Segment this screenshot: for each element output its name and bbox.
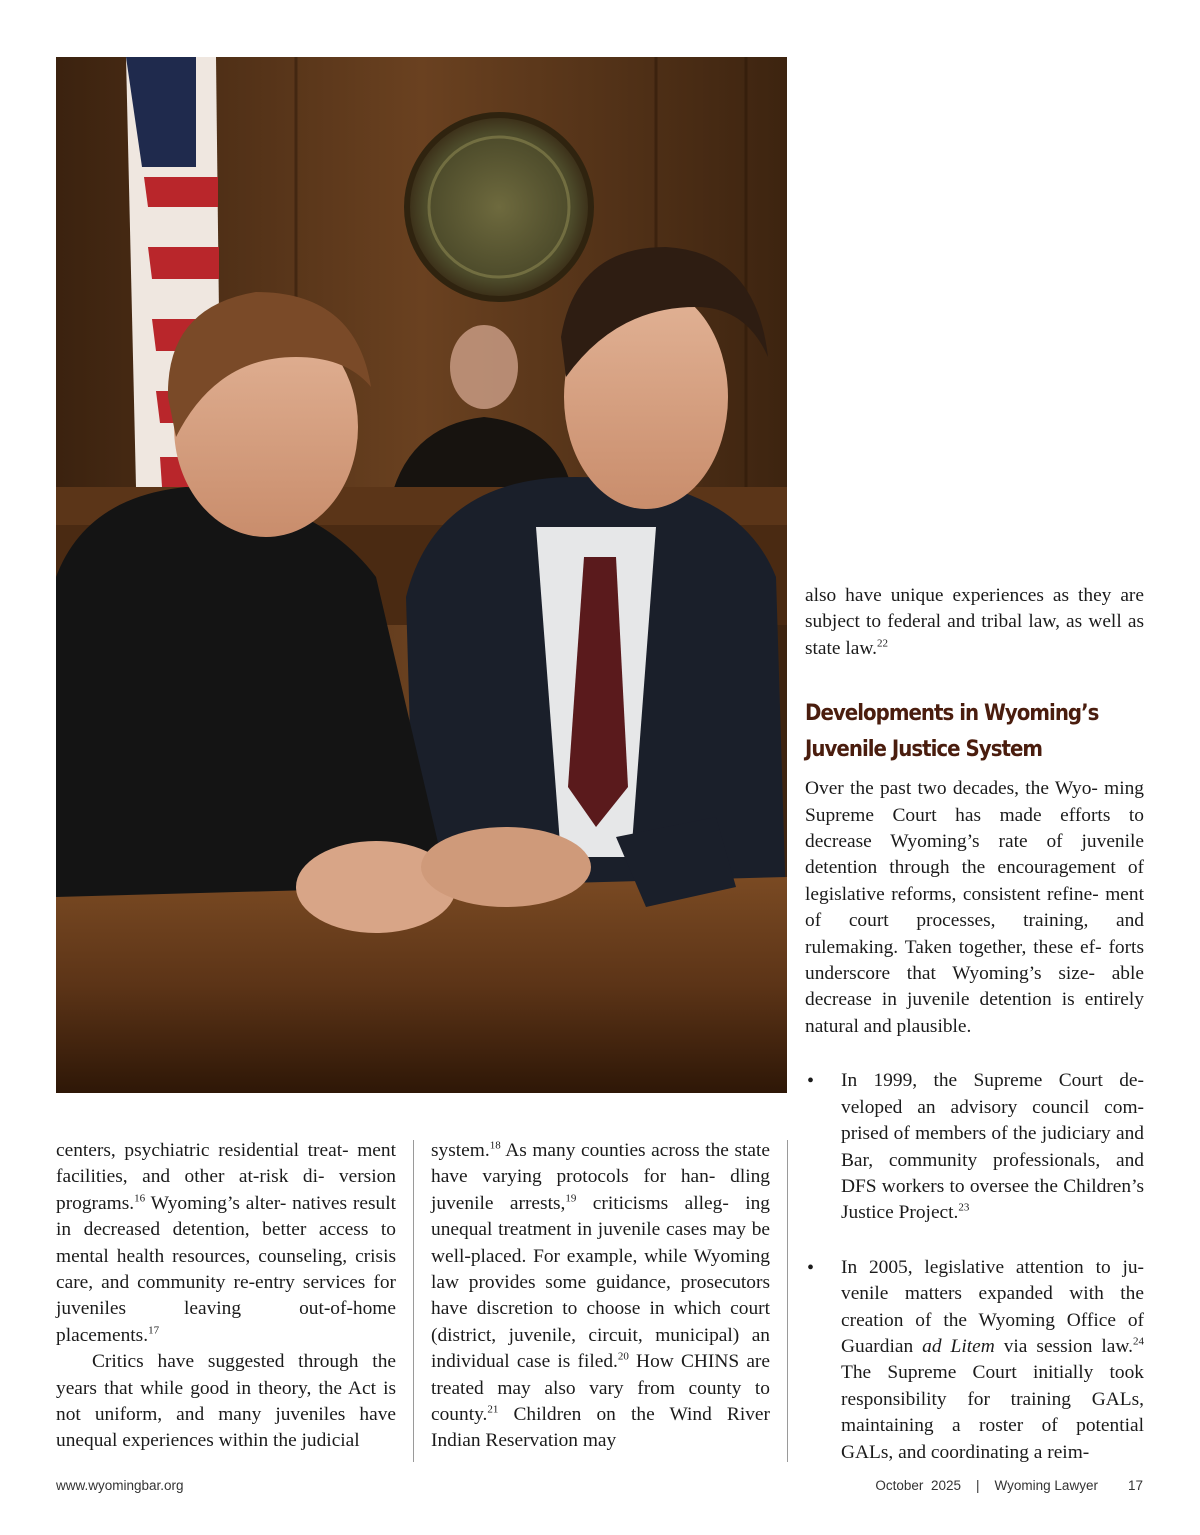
- text-column-1: [56, 1138, 396, 1455]
- list-item: • In 1999, the Supreme Court de- veloped an advisory council com- prised of members of the judiciary and Bar, community professionals, and DFS workers to oversee the Children’s Justice Project.$^{23}$: [805, 1068, 1144, 1226]
- footnote-ref: 18: [489, 1139, 501, 1152]
- text-column-3: [805, 583, 1144, 1494]
- footer-separator: |: [976, 1478, 980, 1493]
- footer-year: 2025: [930, 1478, 961, 1493]
- footnote-ref: 19: [565, 1192, 577, 1205]
- paragraph: centers, psychiatric residential treat- ment facilities, and other at-risk di- version programs.$^{16}$ Wyoming’s alter- natives result in decreased detention, better access to mental health resources, counseling, crisis care, and community re-entry services for juveniles leaving out-of-home placements.$^{17}$: [56, 1140, 396, 1346]
- paragraph: also have unique experiences as they are subject to federal and tribal law, as well as state law.$^{22}$: [805, 585, 1144, 659]
- footnote-ref: 22: [876, 637, 888, 650]
- paragraph: Over the past two decades, the Wyo- ming Supreme Court has made efforts to decrease Wyoming’s rate of juvenile detention through the encouragement of legislative reforms, consistent refine- ment of court processes, training, and rulemaking. Taken together, these ef- forts underscore that Wyoming’s size- able decrease in juvenile detention is entirely natural and plausible.: [805, 778, 1144, 1037]
- page-number: 17: [1127, 1478, 1143, 1493]
- footer-publication: Wyoming Lawyer: [994, 1478, 1098, 1493]
- list-item: • In 2005, legislative attention to ju- venile matters expanded with the creation of the Wyoming Office of Guardian ad Litem via session law.$^{24}$ The Supreme Court initially took responsibility for training GALs, maintaining a roster of potential GALs, and coordinating a reim-: [805, 1255, 1144, 1466]
- seal-icon: [407, 115, 591, 299]
- bullet-list: [805, 1068, 1144, 1466]
- footnote-ref: 21: [487, 1403, 499, 1416]
- footnote-ref: 17: [148, 1324, 160, 1337]
- paragraph: Critics have suggested through the years that while good in theory, the Act is not uniform, and many juveniles have unequal experiences within the judicial: [56, 1351, 396, 1452]
- courtroom-photo: [56, 57, 787, 1093]
- footer-issue-info: [875, 1478, 1143, 1493]
- footnote-ref: 20: [617, 1350, 629, 1363]
- text-column-2: [431, 1138, 770, 1455]
- section-heading: Developments in Wyoming’s Juvenile Justice System: [805, 701, 1099, 763]
- paragraph: system.$^{18}$ As many counties across the state have varying protocols for han- dling juvenile arrests,$^{19}$ criticisms alleg- ing unequal treatment in juvenile cases may be well-placed. For example, while Wyoming law provides some guidance, prosecutors have discretion to choose in which court (district, juvenile, circuit, municipal) an individual case is filed.$^{20}$ How CHINS are treated may also vary from county to county.$^{21}$ Children on the Wind River Indian Reservation may: [431, 1139, 770, 1452]
- footer-month: October: [875, 1478, 924, 1493]
- footnote-ref: 23: [958, 1201, 970, 1214]
- footnote-ref: 24: [1133, 1335, 1144, 1348]
- courtroom-illustration: [56, 57, 787, 1093]
- footer-website: www.wyomingbar.org: [56, 1478, 184, 1493]
- column-divider: [787, 1140, 788, 1462]
- column-divider: [413, 1140, 414, 1462]
- footnote-ref: 16: [134, 1192, 146, 1205]
